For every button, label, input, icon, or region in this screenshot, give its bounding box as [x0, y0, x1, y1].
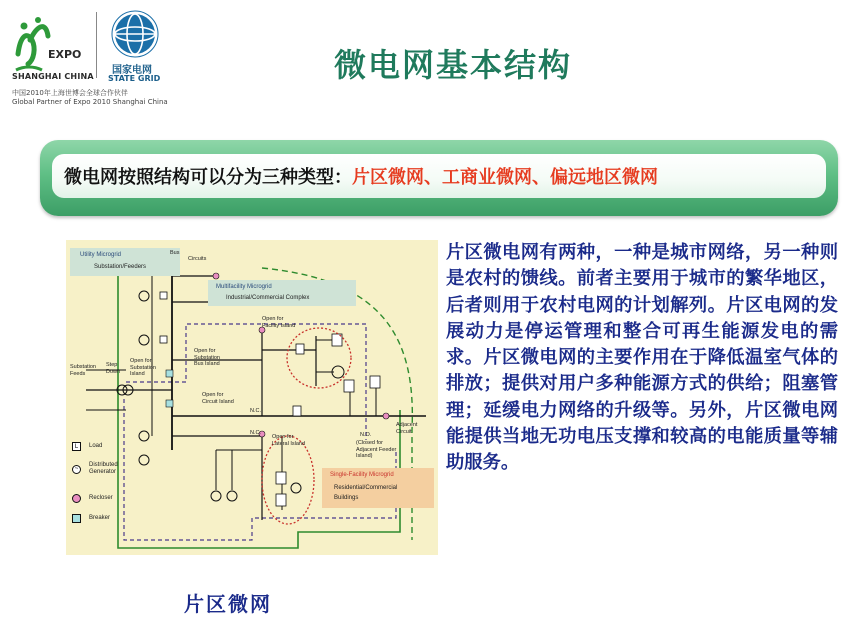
partner-cn-text: 中国2010年上海世博会全球合作伙伴	[12, 89, 128, 97]
closed-adjacent-feeder-label: (Closed for Adjacent Feeder Island)	[356, 440, 397, 459]
page-title: 微电网基本结构	[333, 46, 572, 84]
expo-text: EXPO	[48, 48, 82, 61]
legend-label-generator: Distributed Generator	[89, 462, 118, 475]
nc-label-1: N.C.	[250, 408, 261, 414]
expo-city-text: SHANGHAI CHINA	[12, 72, 94, 81]
single-facility-subtitle-2: Buildings	[334, 495, 359, 501]
recloser-icon	[72, 494, 81, 503]
description-paragraph: 片区微电网有两种，一种是城市网络，另一种则是农村的馈线。前者主要用于城市的繁华地区，后者则用于农村电网的计划解列。片区电网的发展动力是停运管理和整合可再生能源发电的需求。片区微电网的主要作用在于降低温室气体的排放；提供对用户多种能源方式的供给；阻塞管理；延缓电力网络的升级等。另外，片区微电网能提供当地无功电压支撑和较高的电能质量等辅助服务。	[446, 242, 838, 474]
legend-label-breaker: Breaker	[89, 515, 111, 521]
multifacility-microgrid-subtitle: Industrial/Commercial Complex	[226, 295, 310, 301]
open-circuit-island-label: Open for Circuit Island	[202, 392, 234, 405]
lateral-island-ring	[262, 436, 314, 524]
nc-label-2: N.C.	[250, 430, 261, 436]
step-down-label: Step Down	[106, 362, 121, 375]
banner-types-text: 片区微网、工商业微网、偏远地区微网	[352, 167, 658, 188]
open-facility-island-label: Open for Facility Island	[262, 316, 296, 329]
legend-label-recloser: Recloser	[89, 495, 113, 501]
legend-item-recloser	[72, 494, 113, 503]
diagram-caption: 片区微网	[184, 592, 272, 616]
utility-microgrid-box	[70, 248, 180, 276]
no-label: N.O.	[360, 432, 372, 438]
multifacility-microgrid-title: Multifacility Microgrid	[216, 284, 272, 290]
bus-label: Bus	[170, 250, 180, 256]
substation-feeds-label: Substation Feeds	[70, 364, 96, 377]
open-substation-bus-island-label: Open for Substation Bus Island	[194, 348, 220, 367]
summary-banner-inner	[52, 154, 826, 198]
open-substation-island-label: Open for Substation Island	[130, 358, 156, 377]
legend-item-breaker	[72, 514, 110, 523]
single-facility-microgrid-box	[322, 468, 434, 508]
circuits-label: Circuits	[188, 256, 207, 262]
adjacent-circuit-label: Adjacent Circuit	[396, 422, 418, 435]
legend-item-load	[72, 442, 102, 451]
load-icon: L	[72, 442, 81, 451]
summary-banner	[40, 140, 838, 216]
generator-icon: ~	[72, 465, 81, 474]
banner-lead-text: 微电网按照结构可以分为三种类型：	[64, 167, 352, 188]
state-grid-cn-text: 国家电网	[112, 65, 152, 76]
legend-label-load: Load	[89, 443, 103, 449]
breaker-icon	[72, 514, 81, 523]
open-lateral-island-label: Open for Lateral Island	[272, 434, 306, 447]
utility-microgrid-title: Utility Microgrid	[80, 252, 122, 258]
utility-microgrid-subtitle: Substation/Feeders	[94, 264, 147, 270]
single-facility-subtitle-1: Residential/Commercial	[334, 485, 398, 491]
multifacility-microgrid-box	[208, 280, 356, 306]
state-grid-en-text: STATE GRID	[108, 74, 161, 83]
legend-item-generator	[72, 462, 118, 476]
diagram-legend	[72, 440, 142, 530]
microgrid-diagram	[66, 240, 438, 555]
single-facility-microgrid-title: Single-Facility Microgrid	[330, 472, 394, 478]
partner-en-text: Global Partner of Expo 2010 Shanghai China	[12, 98, 168, 106]
